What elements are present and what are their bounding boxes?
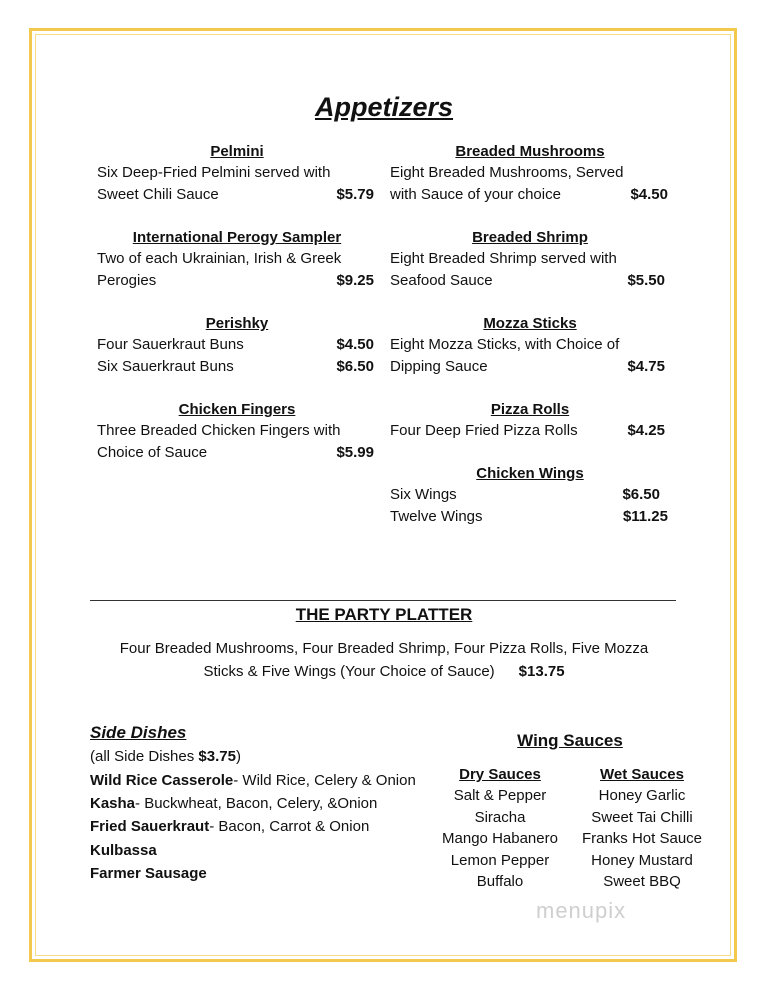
dry-sauce-item: Lemon Pepper (450, 852, 550, 869)
dry-sauce-item: Siracha (474, 809, 526, 826)
item-desc: Choice of Sauce (97, 444, 208, 461)
side-item (90, 818, 369, 835)
side-note-price: $3.75 (198, 748, 236, 765)
item-price: $5.79 (336, 186, 374, 203)
side-item-name: Fried Sauerkraut (90, 818, 210, 835)
item-price: $4.25 (627, 422, 665, 439)
side-item-desc: - Buckwheat, Bacon, Celery, &Onion (135, 795, 378, 812)
side-item (90, 795, 377, 812)
item-desc: Eight Mozza Sticks, with Choice of (390, 336, 620, 353)
wet-sauce-item: Franks Hot Sauce (581, 830, 703, 847)
item-desc: Six Deep-Fried Pelmini served with (97, 164, 331, 181)
item-desc: Six Sauerkraut Buns (97, 358, 234, 375)
watermark-logo: menupix (536, 898, 627, 923)
side-item-name: Kulbassa (90, 842, 157, 859)
side-item-desc: - Bacon, Carrot & Onion (209, 818, 370, 835)
side-item (90, 772, 416, 789)
item-desc: Eight Breaded Shrimp served with (390, 250, 617, 267)
section-divider (90, 600, 676, 601)
item-price: $5.99 (336, 444, 374, 461)
dry-sauce-item: Salt & Pepper (453, 787, 547, 804)
wing-sauces-title: Wing Sauces (517, 731, 623, 750)
item-desc: Dipping Sauce (390, 358, 488, 375)
item-price: $4.50 (630, 186, 668, 203)
item-desc: Eight Breaded Mushrooms, Served (390, 164, 624, 181)
item-name: International Perogy Sampler (132, 229, 342, 246)
item-desc: Four Deep Fried Pizza Rolls (390, 422, 578, 439)
item-name: Mozza Sticks (483, 315, 577, 332)
item-desc: Seafood Sauce (390, 272, 493, 289)
side-item (90, 865, 207, 882)
side-item-name: Wild Rice Casserole (90, 772, 234, 789)
item-desc: Four Sauerkraut Buns (97, 336, 244, 353)
wet-sauce-item: Honey Mustard (591, 852, 693, 869)
side-item-desc: - Wild Rice, Celery & Onion (233, 772, 416, 789)
party-platter-desc-line2 (0, 663, 768, 680)
side-note-text: ) (235, 748, 241, 765)
item-name: Breaded Shrimp (472, 229, 588, 246)
item-desc: Three Breaded Chicken Fingers with (97, 422, 341, 439)
side-item-name: Farmer Sausage (90, 865, 207, 882)
dry-sauce-item: Buffalo (476, 873, 524, 890)
dry-sauce-item: Mango Habanero (442, 830, 558, 847)
item-name: Breaded Mushrooms (455, 143, 605, 160)
party-platter-title: THE PARTY PLATTER (295, 605, 473, 624)
item-price: $4.75 (627, 358, 665, 375)
item-name: Pizza Rolls (490, 401, 570, 418)
item-name: Chicken Wings (476, 465, 584, 482)
item-price: $4.50 (336, 336, 374, 353)
item-price: $6.50 (336, 358, 374, 375)
item-name: Pelmini (210, 143, 264, 160)
wet-sauce-item: Sweet Tai Chilli (591, 809, 693, 826)
item-price: $5.50 (627, 272, 665, 289)
item-desc: Twelve Wings (390, 508, 483, 525)
item-desc: Sweet Chili Sauce (97, 186, 219, 203)
item-price: $6.50 (622, 486, 660, 503)
side-note-text: (all Side Dishes (90, 748, 199, 765)
dry-sauces-heading: Dry Sauces (459, 766, 541, 783)
page-title: Appetizers (314, 92, 454, 122)
item-desc: with Sauce of your choice (390, 186, 561, 203)
party-platter-price: $13.75 (518, 663, 565, 680)
wet-sauce-item: Honey Garlic (598, 787, 686, 804)
wet-sauce-item: Sweet BBQ (603, 873, 681, 890)
party-platter-desc: Sticks & Five Wings (Your Choice of Sauce) (203, 663, 495, 680)
party-platter-desc: Four Breaded Mushrooms, Four Breaded Shrimp, Four Pizza Rolls, Five Mozza (119, 640, 649, 657)
side-item (90, 842, 157, 859)
side-dishes-title: Side Dishes (90, 723, 187, 742)
item-name: Chicken Fingers (178, 401, 296, 418)
item-price: $9.25 (336, 272, 374, 289)
wet-sauces-heading: Wet Sauces (600, 766, 684, 783)
side-dishes-note (90, 748, 241, 765)
side-item-name: Kasha (90, 795, 136, 812)
item-desc: Two of each Ukrainian, Irish & Greek (97, 250, 342, 267)
item-desc: Six Wings (390, 486, 457, 503)
item-name: Perishky (205, 315, 269, 332)
item-desc: Perogies (97, 272, 157, 289)
item-price: $11.25 (622, 508, 668, 525)
